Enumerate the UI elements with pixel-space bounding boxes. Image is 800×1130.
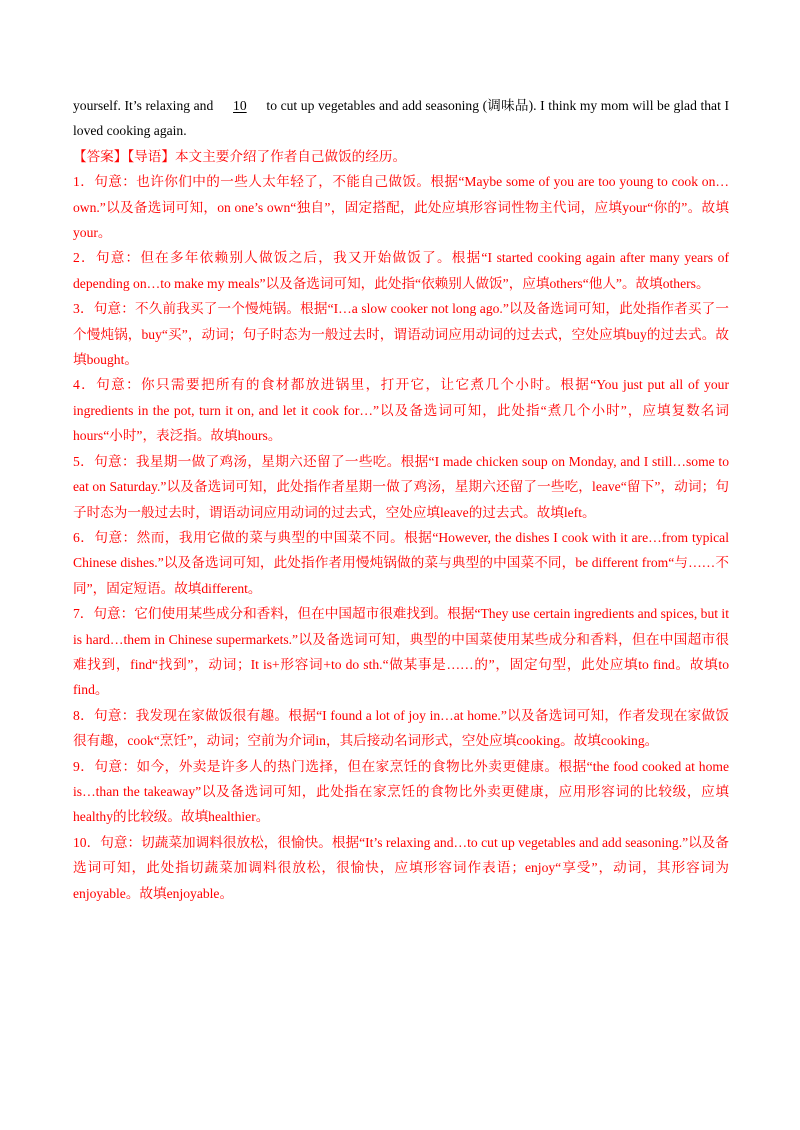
blank-10: 10 xyxy=(233,98,247,113)
explanation-item-4: 4．句意：你只需要把所有的食材都放进锅里，打开它，让它煮几个小时。根据“You just put all of your ingredients in the pot, turn it on, and let it cook for…”以及备选词可知，此处指“煮几个小时”，应填复数名词hours“小时”，表泛指。故填hours。 xyxy=(73,377,729,444)
explanation-item-7: 7．句意：它们使用某些成分和香料，但在中国超市很难找到。根据“They use certain ingredients and spices, but it is hard…them in Chinese supermarkets.”以及备选词可知，典型的中国菜使用某些成分和香料，但在中国超市很难找到，find“找到”，动词；It is+形容词+to do sth.“做某事是……的”，固定句型，此处应填to find。故填to find。 xyxy=(73,606,729,698)
explanation-item-8: 8．句意：我发现在家做饭很有趣。根据“I found a lot of joy in…at home.”以及备选词可知，作者发现在家做饭很有趣，cook“烹饪”，动词；空前为介词in，其后接动名词形式，空处应填cooking。故填cooking。 xyxy=(73,707,729,749)
passage-text-after-blank: to cut up vegetables and add seasoning (调味品). I think my mom will be glad that I loved cooking again. xyxy=(73,98,729,139)
explanation-item-10: 10．句意：切蔬菜加调料很放松，很愉快。根据“It’s relaxing and…to cut up vegetables and add seasoning.”以及备选词可知，此处指切蔬菜加调料很放松，很愉快，应填形容词作表语；enjoy“享受”，动词，其形容词为enjoyable。故填enjoyable。 xyxy=(73,834,729,901)
answer-header: 【答案】【导语】本文主要介绍了作者自己做饭的经历。 xyxy=(73,148,407,164)
explanation-item-1: 1．句意：也许你们中的一些人太年轻了，不能自己做饭。根据“Maybe some of you are too young to cook on…own.”以及备选词可知，on one’s own“独自”，固定搭配，此处应填形容词性物主代词，应填your“你的”。故填your。 xyxy=(73,174,729,241)
explanation-item-6: 6．句意：然而，我用它做的菜与典型的中国菜不同。根据“However, the dishes I cook with it are…from typical Chinese dishes.”以及备选词可知，此处指作者用慢炖锅做的菜与典型的中国菜不同，be different from“与……不同”，固定短语。故填different。 xyxy=(73,529,729,596)
document-page xyxy=(73,93,729,906)
explanation-item-5: 5．句意：我星期一做了鸡汤，星期六还留了一些吃。根据“I made chicken soup on Monday, and I still…some to eat on Saturday.”以及备选词可知，此处指作者星期一做了鸡汤，星期六还留了一些吃，leave“留下”，动词；句子时态为一般过去时，谓语动词应用动词的过去式，空处应填leave的过去式。故填left。 xyxy=(73,453,729,520)
passage-text-before-blank: yourself. It’s relaxing and xyxy=(73,98,217,113)
passage-paragraph xyxy=(73,93,729,144)
explanation-item-3: 3．句意：不久前我买了一个慢炖锅。根据“I…a slow cooker not long ago.”以及备选词可知，此处指作者买了一个慢炖锅，buy“买”，动词；句子时态为一般过去时，谓语动词应用动词的过去式，空处应填buy的过去式。故填bought。 xyxy=(73,301,729,368)
explanation-item-2: 2．句意：但在多年依赖别人做饭之后，我又开始做饭了。根据“I started cooking again after many years of depending on…to make my meals”以及备选词可知，此处指“依赖别人做饭”，应填others“他人”。故填others。 xyxy=(73,250,729,291)
explanation-item-9: 9．句意：如今，外卖是许多人的热门选择，但在家烹饪的食物比外卖更健康。根据“the food cooked at home is…than the takeaway”以及备选词可知，此处指在家烹饪的食物比外卖更健康，应用形容词的比较级，应填healthy的比较级。故填healthier。 xyxy=(73,758,729,825)
